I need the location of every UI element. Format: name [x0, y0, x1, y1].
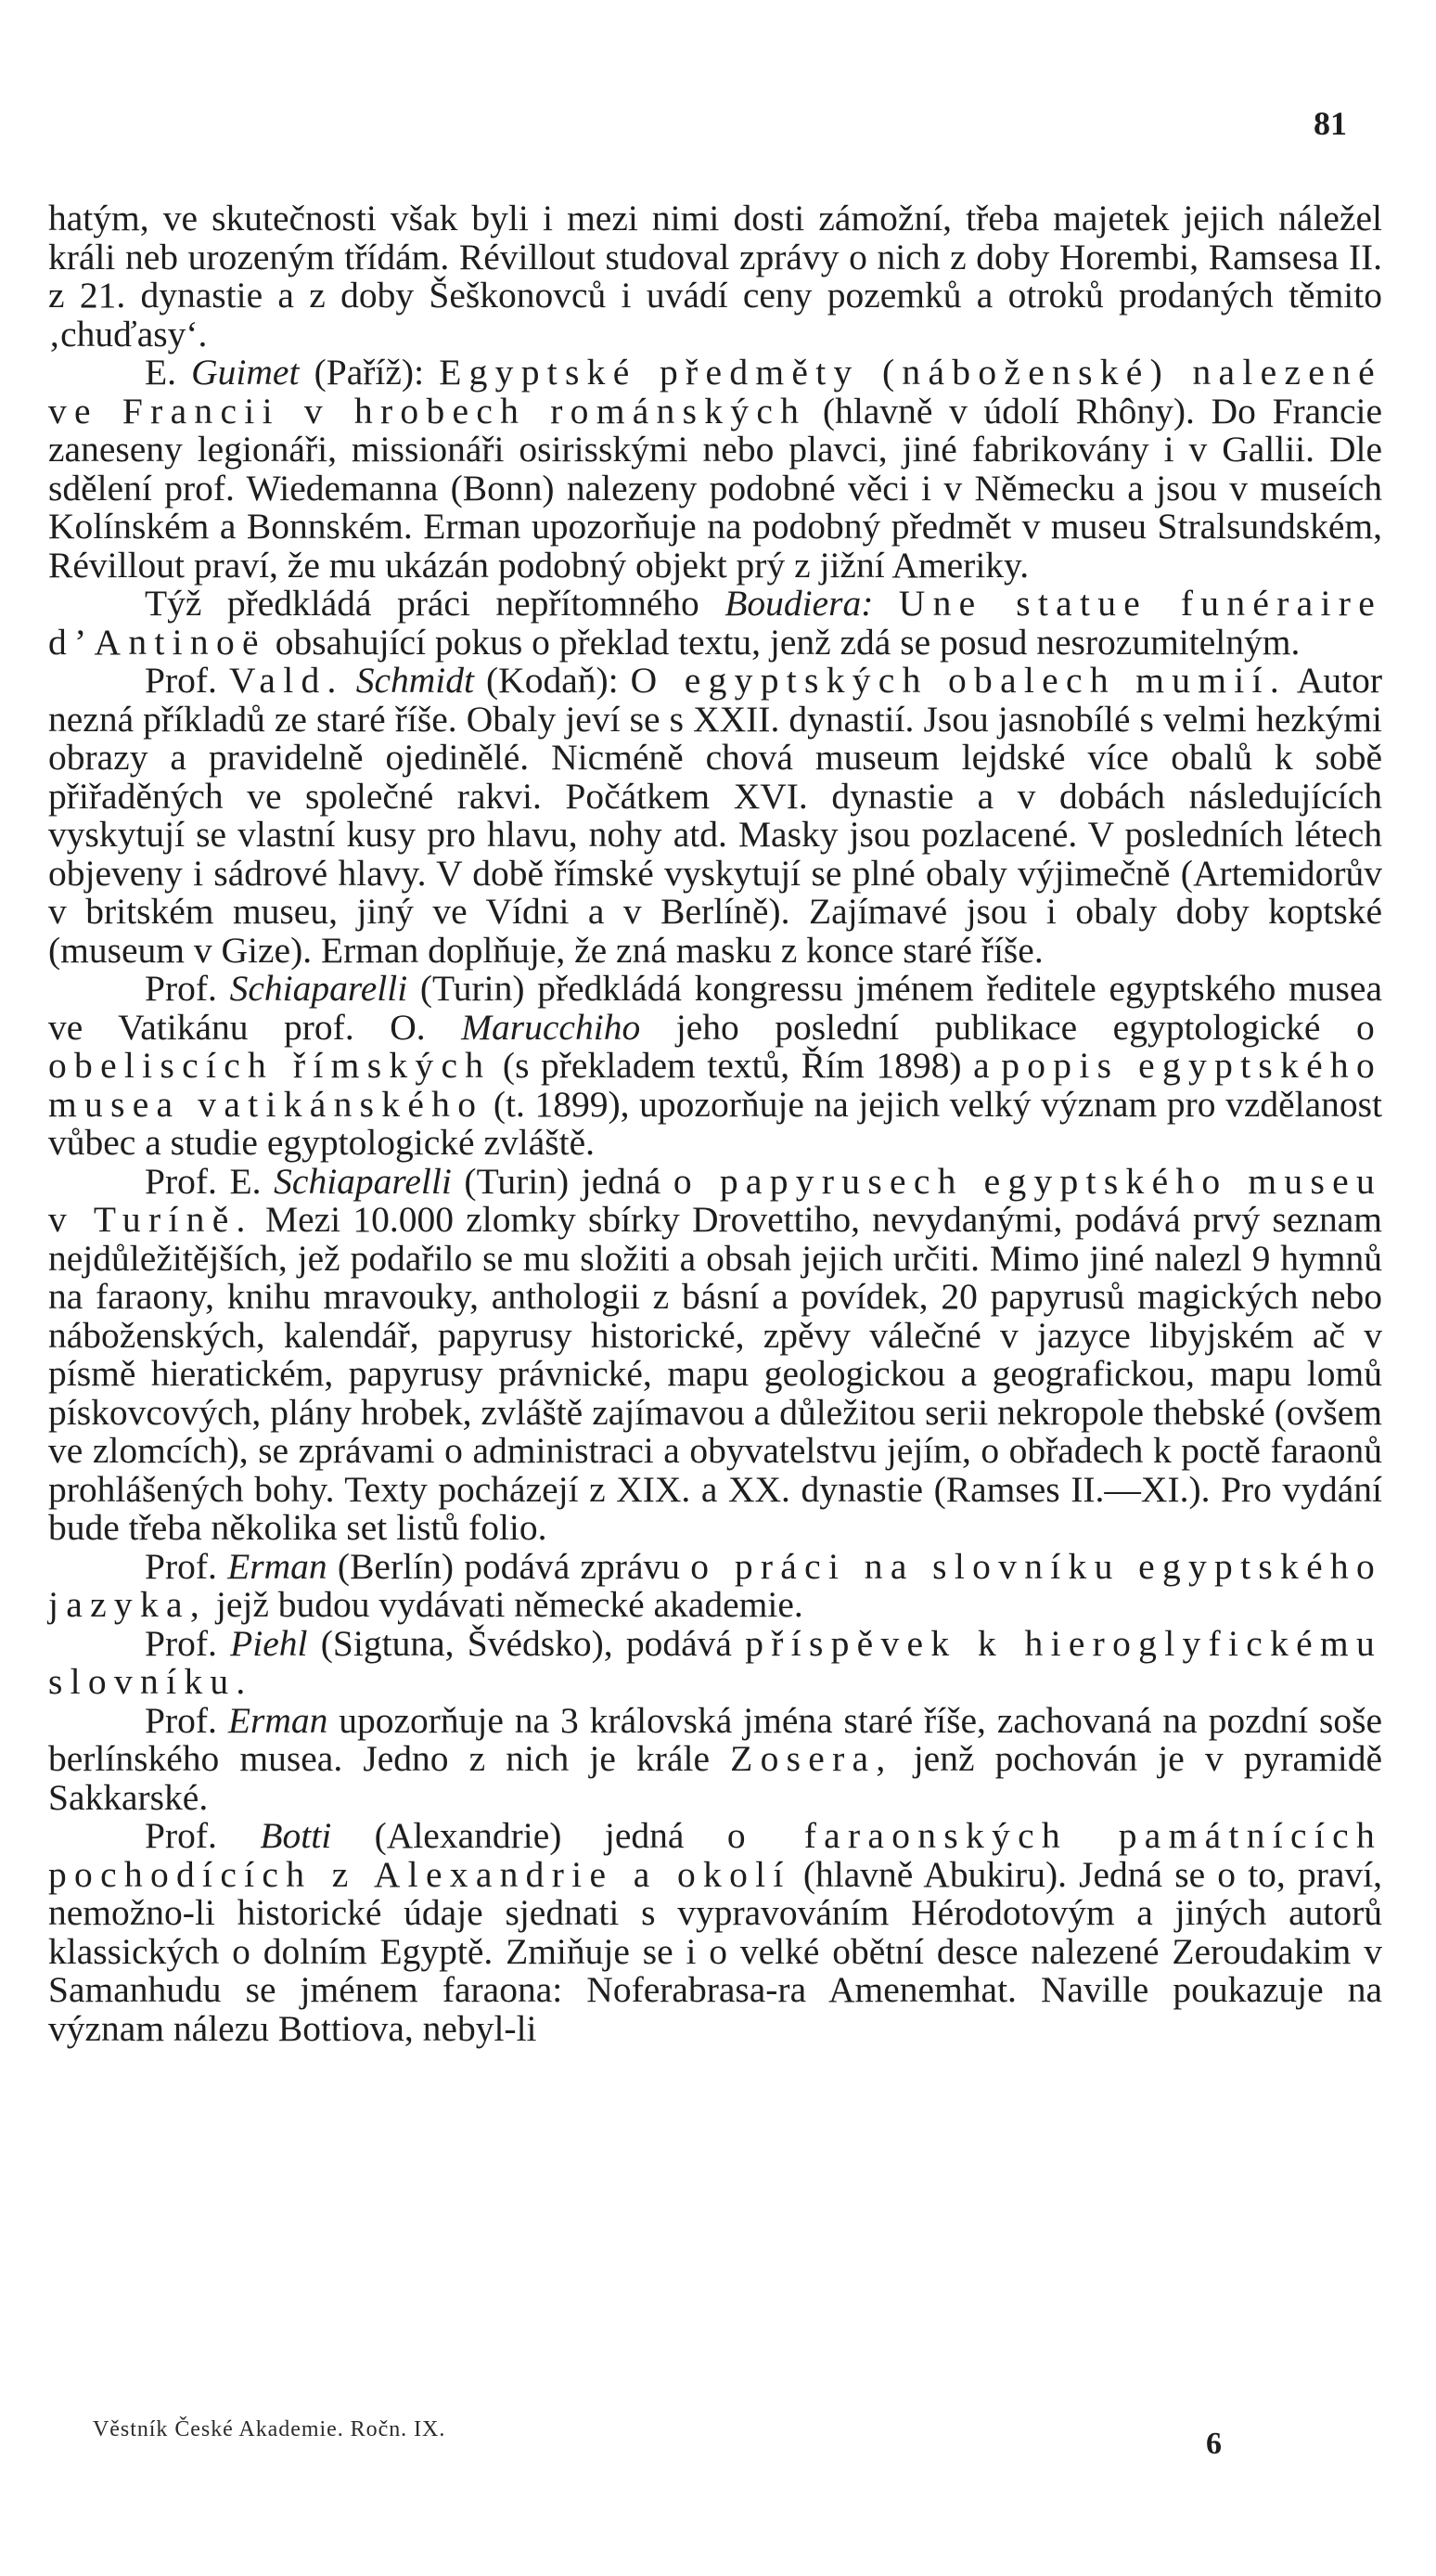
- body-text: [48, 200, 1382, 2048]
- text-run: Týž předkládá práci nepřítomného: [145, 583, 725, 624]
- spaced-title: Vald.: [228, 660, 344, 701]
- signature-mark: 6: [1206, 2427, 1222, 2461]
- text-run: Prof.: [145, 1815, 261, 1856]
- text-run: upozorňuje na 3 královská jména staré říše, zachovaná na pozdní soše berlínského musea. Jedno z nich je krále: [48, 1699, 1383, 1779]
- text-run: Prof.: [145, 1545, 228, 1587]
- paragraph: [48, 1699, 1383, 1818]
- text-run: (Turin) předkládá kongressu jménem ředitele egyptského musea ve Vatikánu prof. O.: [48, 968, 1382, 1048]
- author-name: Erman: [227, 1699, 328, 1741]
- spaced-title: o práci na slovníku egyptského jazyka,: [48, 1545, 1383, 1625]
- paragraph: [48, 970, 1382, 1163]
- text-run: [873, 583, 898, 624]
- text-run: Mezi 10.000 zlomky sbírky Drovettiho, nevydanými, podává prvý seznam nejdůležitějších, jež podařilo se mu složiti a obsah jejich určiti. Mimo jiné nalezl 9 hymnů na faraony, knihu mravouky, anthologii z básní a povídek, 20 papyrusů magických nebo náboženských, kalendář, papyrusy historické, zpěvy válečné v jazyce libyjském ač v písmě hieratickém, papyrusy právnické, mapu geologickou a geografickou, mapu lomů pískovcových, plány hrobek, zvláště zajímavou a důležitou serii nekropole thebské (ovšem ve zlomcích), se zprávami o administraci a obyvatelstvu jejím, o obřadech k poctě faraonů prohlášených bohy. Texty pocházejí z XIX. a XX. dynastie (Ramses II.—XI.). Pro vydání bude třeba několika set listů folio.: [48, 1199, 1382, 1548]
- spaced-title: Zosera,: [730, 1738, 893, 1779]
- text-run: Prof.: [145, 968, 230, 1009]
- author-name: Boudiera:: [724, 583, 874, 624]
- text-run: Autor nezná příkladů ze staré říše. Obaly jeví se s XXII. dynastií. Jsou jasnobílé s velmi hezkými obrazy a pravidelně ojedinělé. Nicméně chová museum lejdské více obalů k sobě přiřaděných ve společné rakvi. Počátkem XVI. dynastie a v dobách následujících vyskytují se vlastní kusy pro hlavu, nohy atd. Masky jsou pozlacené. V posledních létech objeveny i sádrové hlavy. V době římské vyskytují se plné obaly výjimečně (Artemidorův v britském museu, jiný ve Vídni a v Berlíně). Zajímavé jsou i obaly doby koptské (museum v Gize). Erman doplňuje, že zná masku z konce staré říše.: [48, 660, 1383, 971]
- spaced-title: Egyptské předměty (náboženské) nalezené ve Francii v hrobech románských: [48, 352, 1382, 431]
- spaced-title: popis egyptského musea vatikánského: [48, 1045, 1383, 1125]
- spaced-title: o faraonských památnících pochodících z Alexandrie a okolí: [48, 1815, 1382, 1895]
- text-run: (hlavně v údolí Rhôny). Do Francie zaneseny legionáři, missionáři osirisskými nebo plavci, jiné fabrikovány i v Gallii. Dle sdělení prof. Wiedemanna (Bonn) nalezeny podobné věci i v Německu a jsou v museích Kolínském a Bonnském. Erman upozorňuje na podobný předmět v museu Stralsundském, Révillout praví, že mu ukázán podobný objekt prý z jižní Ameriky.: [48, 390, 1383, 586]
- journal-footer: Věstník České Akademie. Ročn. IX.: [93, 2417, 446, 2441]
- author-name: Schiaparelli: [274, 1160, 452, 1202]
- text-run: Prof.: [145, 660, 229, 701]
- text-run: Prof.: [145, 1622, 231, 1664]
- paragraph: [48, 662, 1382, 970]
- text-run: (t. 1899), upozorňuje na jejich velký význam pro vzdělanost vůbec a studie egyptologické zvláště.: [48, 1083, 1382, 1163]
- text-run: (s překladem textů, Řím 1898) a: [491, 1045, 1002, 1086]
- paragraph: [48, 200, 1382, 354]
- text-run: jejž budou vydávati německé akademie.: [207, 1584, 803, 1625]
- text-run: Prof. E.: [145, 1160, 275, 1202]
- text-run: E.: [145, 352, 192, 393]
- paragraph: [48, 354, 1382, 585]
- author-name: Schmidt: [355, 660, 474, 701]
- paragraph: [48, 1160, 1383, 1548]
- spaced-title: o papyrusech egyptského museu v Turíně.: [48, 1160, 1383, 1240]
- text-run: obsahující pokus o překlad textu, jenž zdá se posud nesrozumitelným.: [265, 621, 1301, 663]
- text-run: (Alexandrie) jedná: [331, 1815, 727, 1856]
- spaced-title: o obeliscích římských: [48, 1006, 1382, 1086]
- page-number: 81: [1314, 105, 1347, 142]
- text-run: jeho poslední publikace egyptologické: [640, 1006, 1356, 1048]
- text-run: (hlavně Abukiru). Jedná se o to, praví, nemožno-li historické údaje sjednati s vypravováním Hérodotovým a jiných autorů klassických o dolním Egyptě. Zmiňuje se i o velké obětní desce nalezené Zeroudakim v Samanhudu se jménem faraona: Noferabrasa-ra Amenemhat. Naville poukazuje na význam nálezu Bottiova, nebyl-li: [48, 1853, 1383, 2049]
- text-run: [344, 660, 356, 701]
- spaced-title: O egyptských obalech mumií.: [630, 660, 1287, 701]
- paragraph: [48, 585, 1382, 662]
- text-run: hatým, ve skutečnosti však byli i mezi nimi dosti zámožní, třeba majetek jejich náležel králi neb urozeným třídám. Révillout studoval zprávy o nich z doby Horembi, Ramsesa II. z 21. dynastie a z doby Šeškonovců i uvádí ceny pozemků a otroků prodaných těmito ‚chuďasy‘.: [48, 198, 1382, 354]
- spaced-title: příspěvek k hieroglyfickému slovníku.: [48, 1622, 1382, 1702]
- author-name: Piehl: [230, 1622, 308, 1664]
- text-run: (Turin) jedná: [451, 1160, 673, 1202]
- text-run: (Berlín) podává zprávu: [327, 1545, 691, 1587]
- paragraph: [48, 1545, 1383, 1625]
- author-name: Schiaparelli: [229, 968, 408, 1009]
- text-run: (Kodaň):: [474, 660, 631, 701]
- paragraph: [48, 1817, 1382, 2048]
- author-name: Botti: [260, 1815, 332, 1856]
- paragraph: [48, 1622, 1382, 1702]
- text-run: (Paříž):: [299, 352, 440, 393]
- text-run: (Sigtuna, Švédsko), podává: [307, 1622, 746, 1664]
- text-run: Prof.: [145, 1699, 228, 1741]
- author-name: Marucchiho: [461, 1006, 641, 1048]
- spaced-title: Une statue funéraire d’Antinoë: [48, 583, 1383, 663]
- text-run: jenž pochován je v pyramidě Sakkarské.: [48, 1738, 1382, 1818]
- author-name: Erman: [227, 1545, 327, 1587]
- author-name: Guimet: [191, 352, 300, 393]
